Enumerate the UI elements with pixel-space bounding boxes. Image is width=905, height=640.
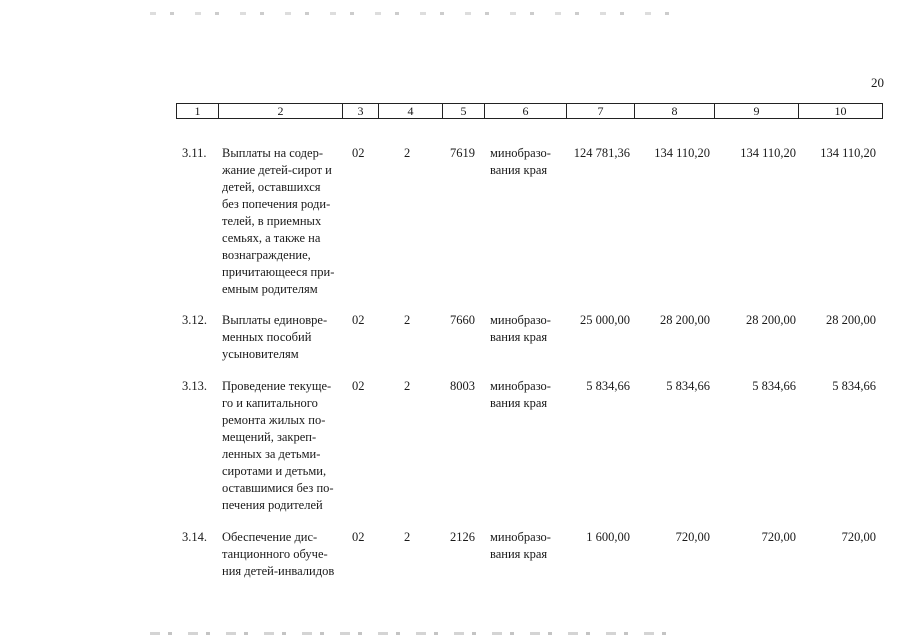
table-header <box>176 103 883 119</box>
description-line: причитающееся при- <box>222 265 335 279</box>
department-line: вания края <box>490 396 548 410</box>
cell-col-3: 02 <box>352 379 365 393</box>
department-line: вания края <box>490 163 548 177</box>
description-line: менных пособий <box>222 330 312 344</box>
department-line: вания края <box>490 330 548 344</box>
row-number: 3.11. <box>182 146 207 160</box>
header-col-6: 6 <box>485 104 567 118</box>
cell-col-8: 5 834,66 <box>666 379 710 393</box>
header-col-10: 10 <box>834 104 847 118</box>
cell-col-3: 02 <box>352 530 365 544</box>
department-line: минобразо- <box>490 146 551 160</box>
department-line: минобразо- <box>490 530 551 544</box>
cell-col-10: 720,00 <box>841 530 876 544</box>
header-col-3: 3 <box>343 104 379 118</box>
description-line: Обеспечение дис- <box>222 530 318 544</box>
description-line: го и капитального <box>222 396 318 410</box>
header-col-9: 9 <box>715 104 799 118</box>
description-line: ния детей-инвалидов <box>222 564 335 578</box>
description-line: мещений, закреп- <box>222 430 317 444</box>
description-line: детей, оставшихся <box>222 180 321 194</box>
cell-col-8: 134 110,20 <box>654 146 710 160</box>
cell-col-8: 720,00 <box>675 530 710 544</box>
description-line: печения родителей <box>222 498 323 512</box>
cell-col-7: 5 834,66 <box>586 379 630 393</box>
cell-col-6 <box>490 529 560 563</box>
description-line: усыновителям <box>222 347 299 361</box>
cell-col-6 <box>490 145 560 179</box>
header-col-2: 2 <box>219 104 343 118</box>
description-line: телей, в приемных <box>222 214 322 228</box>
header-col-1: 1 <box>177 104 219 118</box>
cell-col-7: 25 000,00 <box>580 313 630 327</box>
description-line: сиротами и детьми, <box>222 464 327 478</box>
scan-artifact-top <box>150 12 670 15</box>
description-line: жание детей-сирот и <box>222 163 332 177</box>
row-description <box>222 529 336 580</box>
cell-col-4: 2 <box>404 379 411 393</box>
cell-col-10: 5 834,66 <box>832 379 876 393</box>
cell-col-5: 2126 <box>450 530 475 544</box>
cell-col-5: 7660 <box>450 313 475 327</box>
cell-col-5: 7619 <box>450 146 475 160</box>
description-line: ленных за детьми- <box>222 447 321 461</box>
cell-col-3: 02 <box>352 146 365 160</box>
description-line: емным родителям <box>222 282 318 296</box>
description-line: Выплаты на содер- <box>222 146 323 160</box>
description-line: вознаграждение, <box>222 248 311 262</box>
cell-col-4: 2 <box>404 313 411 327</box>
row-number: 3.12. <box>182 313 207 327</box>
cell-col-9: 28 200,00 <box>746 313 796 327</box>
cell-col-6 <box>490 312 560 346</box>
department-line: минобразо- <box>490 313 551 327</box>
cell-col-7: 1 600,00 <box>586 530 630 544</box>
cell-col-5: 8003 <box>450 379 475 393</box>
description-line: без попечения роди- <box>222 197 331 211</box>
header-col-8: 8 <box>635 104 715 118</box>
cell-col-7: 124 781,36 <box>573 146 630 160</box>
cell-col-3: 02 <box>352 313 365 327</box>
header-col-7: 7 <box>567 104 635 118</box>
cell-col-8: 28 200,00 <box>660 313 710 327</box>
scan-artifact-bottom <box>150 632 670 635</box>
cell-col-9: 5 834,66 <box>752 379 796 393</box>
row-number: 3.14. <box>182 530 207 544</box>
row-number: 3.13. <box>182 379 207 393</box>
description-line: Проведение текуще- <box>222 379 332 393</box>
department-line: минобразо- <box>490 379 551 393</box>
cell-col-10: 134 110,20 <box>820 146 876 160</box>
description-line: оставшимися без по- <box>222 481 334 495</box>
row-description <box>222 378 336 514</box>
department-line: вания края <box>490 547 548 561</box>
page-number: 20 <box>871 75 884 90</box>
cell-col-9: 134 110,20 <box>740 146 796 160</box>
cell-col-10: 28 200,00 <box>826 313 876 327</box>
cell-col-4: 2 <box>404 146 411 160</box>
cell-col-6 <box>490 378 560 412</box>
cell-col-9: 720,00 <box>761 530 796 544</box>
description-line: танционного обуче- <box>222 547 328 561</box>
description-line: ремонта жилых по- <box>222 413 326 427</box>
description-line: Выплаты единовре- <box>222 313 328 327</box>
header-col-5: 5 <box>443 104 485 118</box>
row-description <box>222 145 336 298</box>
row-description <box>222 312 336 363</box>
header-col-4: 4 <box>379 104 443 118</box>
cell-col-4: 2 <box>404 530 411 544</box>
description-line: семьях, а также на <box>222 231 321 245</box>
